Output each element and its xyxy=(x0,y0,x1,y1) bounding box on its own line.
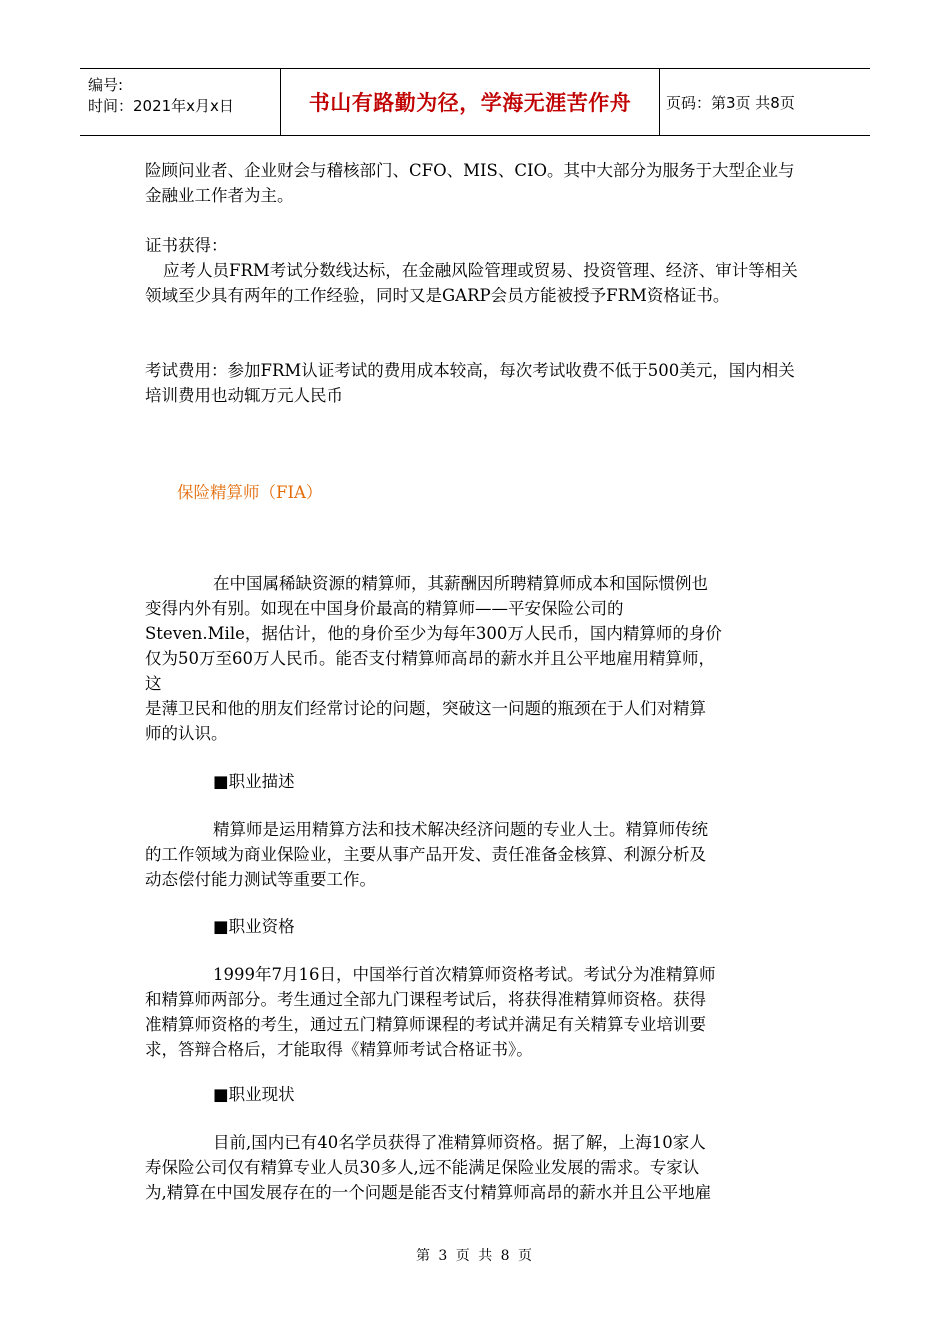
section-title-fia: 保险精算师（FIA） xyxy=(177,483,323,502)
text-line: 为,精算在中国发展存在的一个问题是能否支付精算师高昂的薪水并且公平地雇 xyxy=(145,1183,712,1202)
text-line: 求，答辩合格后，才能取得《精算师考试合格证书》。 xyxy=(145,1040,533,1059)
heading-qualification: ■职业资格 xyxy=(213,917,295,936)
header-motto: 书山有路勤为径，学海无涯苦作舟 xyxy=(280,69,660,135)
text-line: Steven.Mile，据估计，他的身价至少为每年300万人民币，国内精算师的身价 xyxy=(145,624,722,643)
paragraph-current-status xyxy=(145,1130,810,1205)
heading-job-description: ■职业描述 xyxy=(213,772,295,791)
header-meta xyxy=(80,69,280,135)
text-line: 精算师是运用精算方法和技术解决经济问题的专业人士。精算师传统 xyxy=(213,820,708,839)
text-line: 1999年7月16日，中国举行首次精算师资格考试。考试分为准精算师 xyxy=(213,965,716,984)
certificate-title: 证书获得： xyxy=(145,236,228,255)
paragraph-actuary-intro xyxy=(145,571,810,746)
paragraph-audience: 险顾问业者、企业财会与稽核部门、CFO、MIS、CIO。其中大部分为服务于大型企业与金融业工作者为主。 xyxy=(145,161,795,205)
text-line: 准精算师资格的考生，通过五门精算师课程的考试并满足有关精算专业培训要 xyxy=(145,1015,706,1034)
text-line: 仅为50万至60万人民币。能否支付精算师高昂的薪水并且公平地雇用精算师， xyxy=(145,649,715,668)
text-line: 在中国属稀缺资源的精算师，其薪酬因所聘精算师成本和国际惯例也 xyxy=(213,574,708,593)
document-time-label: 时间：2021年x月x日 xyxy=(88,97,234,115)
page-footer: 第 3 页 共 8 页 xyxy=(415,1248,535,1264)
text-line: 变得内外有别。如现在中国身价最高的精算师——平安保险公司的 xyxy=(145,599,624,618)
text-line: 和精算师两部分。考生通过全部九门课程考试后，将获得准精算师资格。获得 xyxy=(145,990,706,1009)
text-line: 动态偿付能力测试等重要工作。 xyxy=(145,870,376,889)
text-line: 寿保险公司仅有精算专业人员30多人,远不能满足保险业发展的需求。专家认 xyxy=(145,1158,700,1177)
heading-current-status: ■职业现状 xyxy=(213,1085,295,1104)
certificate-section xyxy=(145,233,810,308)
paragraph-job-description xyxy=(145,817,810,892)
certificate-body: 应考人员FRM考试分数线达标，在金融风险管理或贸易、投资管理、经济、审计等相关领域至少具有两年的工作经验，同时又是GARP会员方能被授予FRM资格证书。 xyxy=(145,261,798,305)
document-number-label: 编号: xyxy=(88,76,124,94)
text-line: 的工作领域为商业保险业，主要从事产品开发、责任准备金核算、利源分析及 xyxy=(145,845,706,864)
text-line: 师的认识。 xyxy=(145,724,228,743)
text-line: 这 xyxy=(145,674,162,693)
document-header xyxy=(80,68,870,136)
text-line: 目前,国内已有40名学员获得了准精算师资格。据了解，上海10家人 xyxy=(213,1133,706,1152)
exam-fee-paragraph: 考试费用：参加FRM认证考试的费用成本较高，每次考试收费不低于500美元，国内相关培训费用也动辄万元人民币 xyxy=(145,361,795,405)
paragraph-qualification xyxy=(145,962,810,1062)
text-line: 是薄卫民和他的朋友们经常讨论的问题，突破这一问题的瓶颈在于人们对精算 xyxy=(145,699,706,718)
header-page-info: 页码：第3页 共8页 xyxy=(666,93,795,112)
